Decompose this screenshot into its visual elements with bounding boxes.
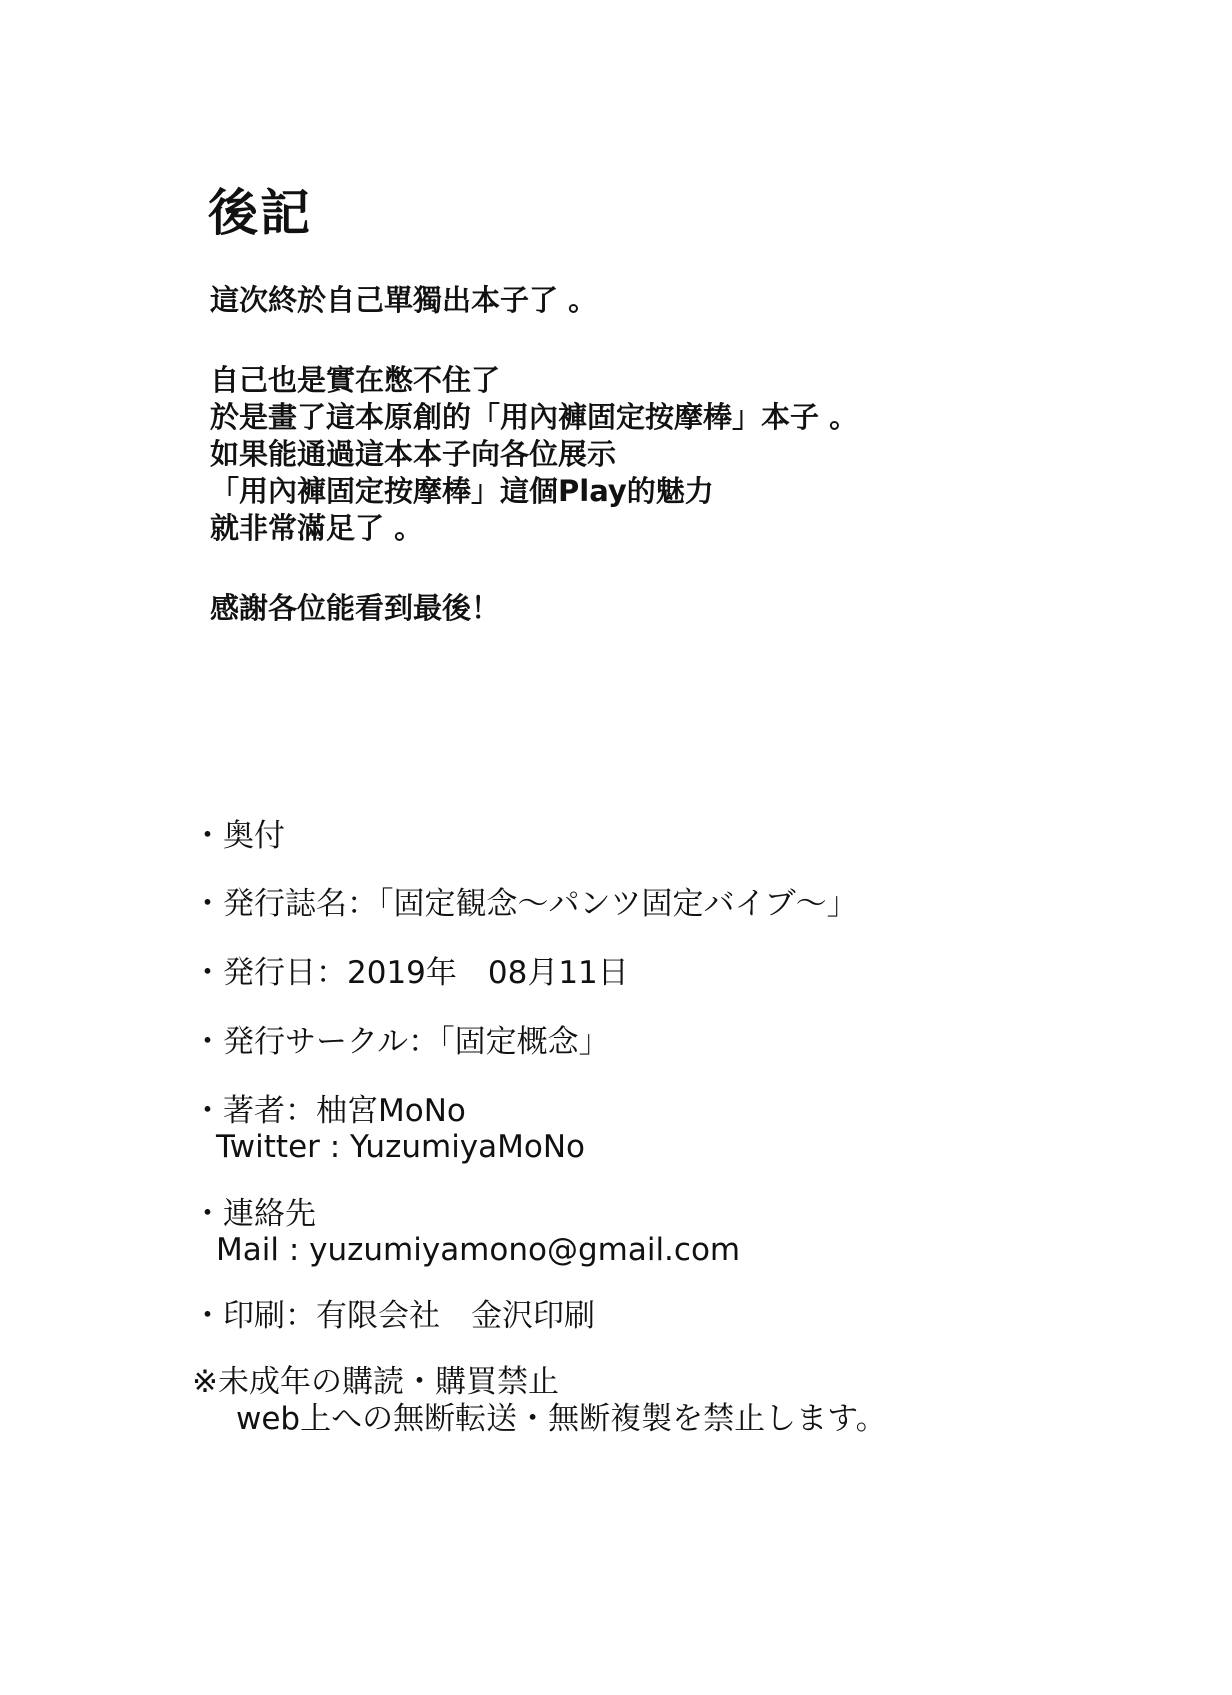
text-line: 如果能通過這本本子向各位展示: [210, 437, 617, 471]
colophon-contact-block: [192, 1196, 740, 1268]
text-line: 這次終於自己單獨出本子了 。: [210, 283, 598, 317]
colophon-twitter-line: Twitter : YuzumiyaMoNo: [216, 1129, 586, 1165]
text-line: 感謝各位能看到最後！: [210, 591, 501, 625]
legal-notice-line-2: web上への無断転送・無断複製を禁止します。: [236, 1401, 887, 1437]
legal-notice: [192, 1364, 887, 1438]
afterword-paragraph-1: [210, 282, 597, 319]
colophon-heading: ・奥付: [192, 818, 285, 854]
afterword-paragraph-3: [210, 590, 500, 627]
colophon-title-line: ・発行誌名：「固定観念～パンツ固定バイブ～」: [192, 886, 858, 922]
legal-notice-line-1: ※未成年の購読・購買禁止: [192, 1364, 559, 1400]
text-line: 自己也是實在憋不住了: [210, 363, 501, 397]
colophon-circle-line: ・発行サークル：「固定概念」: [192, 1024, 610, 1060]
colophon-printer-line: ・印刷：有限会社 金沢印刷: [192, 1298, 595, 1334]
colophon-date-line: ・発行日：2019年 08月11日: [192, 955, 629, 991]
colophon-author-line: ・著者：柚宮MoNo: [192, 1093, 466, 1129]
text-line: 「用內褲固定按摩棒」這個Play的魅力: [210, 474, 714, 508]
colophon-mail-line: Mail : yuzumiyamono@gmail.com: [216, 1232, 741, 1268]
text-line: 於是畫了這本原創的「用內褲固定按摩棒」本子 。: [210, 400, 859, 434]
colophon-author-block: [192, 1093, 585, 1165]
afterword-title: 後記: [208, 184, 312, 242]
colophon-contact-heading: ・連絡先: [192, 1196, 316, 1232]
afterword-paragraph-2: [210, 362, 858, 547]
text-line: 就非常滿足了 。: [210, 511, 424, 545]
